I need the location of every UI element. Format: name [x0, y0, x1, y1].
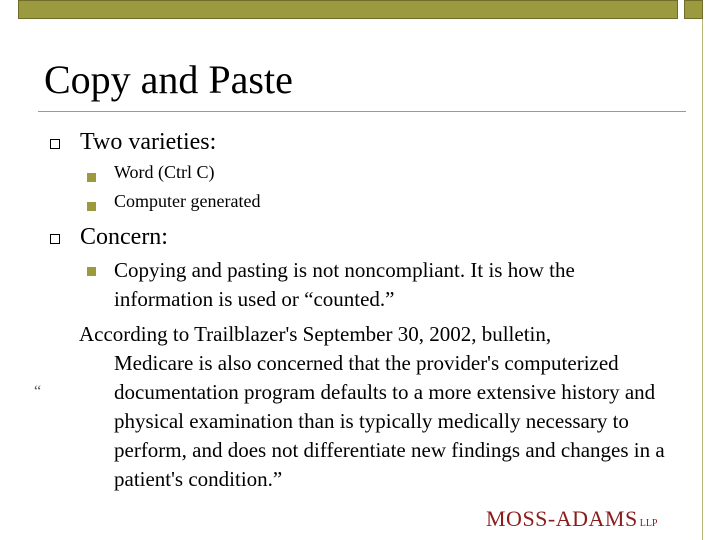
- filled-square-bullet-icon: [87, 267, 96, 276]
- hollow-square-bullet-icon: [50, 139, 60, 149]
- filled-square-bullet-icon: [87, 173, 96, 182]
- subitem-copying-pasting: Copying and pasting is not noncompliant. It is how the information is used or “counted.”: [114, 258, 575, 311]
- subitem-computer-generated: Computer generated: [114, 191, 261, 211]
- hollow-square-bullet-icon: [50, 234, 60, 244]
- logo-suffix: LLP: [639, 518, 658, 529]
- quote-body: Medicare is also concerned that the provider's computerized documentation program defaults to a more extensive history and physical examination than is typically medically necessary to perform, and does not differentiate new findings and changes in a patient's condition.”: [114, 351, 665, 491]
- open-quote-mark: “: [34, 383, 42, 400]
- subitem-word-ctrl-c: Word (Ctrl C): [114, 162, 215, 182]
- slide-title: Copy and Paste: [44, 57, 293, 102]
- right-edge-line: [702, 19, 703, 540]
- logo-text: MOSS-ADAMS: [486, 506, 638, 531]
- bullet-concern: Concern:: [80, 224, 168, 250]
- bullet-two-varieties: Two varieties:: [80, 129, 217, 155]
- title-divider: [38, 111, 686, 112]
- moss-adams-logo: [486, 506, 658, 532]
- top-accent-bar: [18, 0, 678, 19]
- quote-intro: According to Trailblazer's September 30, 2002, bulletin,: [79, 322, 552, 346]
- top-accent-square: [684, 0, 703, 19]
- filled-square-bullet-icon: [87, 202, 96, 211]
